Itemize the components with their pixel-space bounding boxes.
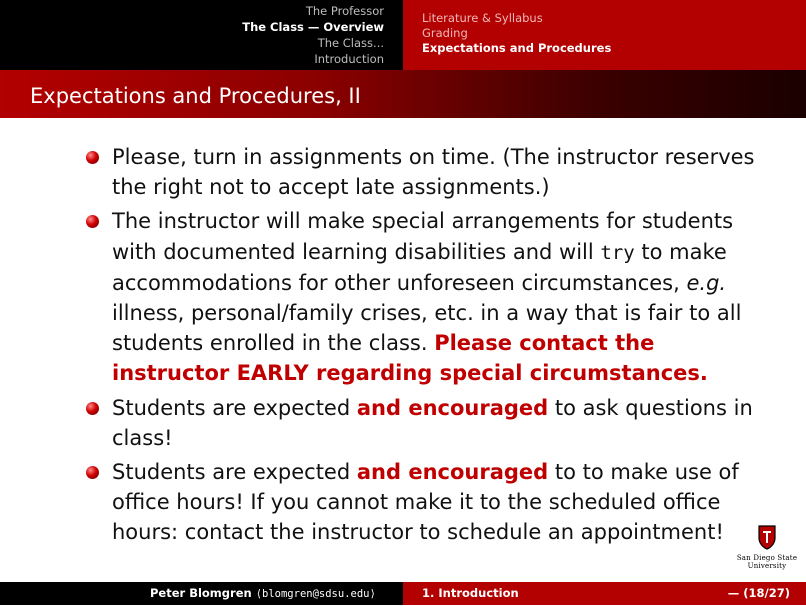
subsection-nav: [403, 0, 806, 70]
bullet-text: Students are expected: [112, 395, 357, 420]
code-text: try: [600, 241, 635, 264]
slide-title: Expectations and Procedures, II: [0, 70, 806, 118]
bullet-ball-icon: [86, 466, 99, 479]
bullet-text: Students are expected: [112, 460, 357, 485]
section-nav: [0, 0, 403, 70]
author-name: Peter Blomgren: [150, 586, 252, 600]
nav-item-literature-syllabus[interactable]: Literature & Syllabus: [422, 11, 543, 25]
bullet-text: to to make use of office hours! If you cannot make it to the scheduled office hours: contact the instructor to schedule an appointment!: [112, 460, 739, 545]
bullet-list: [0, 142, 806, 552]
logo-line-1: San Diego State: [736, 554, 798, 562]
bullet-text: The instructor will make special arrangements for students with documented learning disabilities and will: [112, 209, 734, 264]
header-navigation: [0, 0, 806, 70]
emphasis-text: and encouraged: [356, 460, 549, 485]
footer-section: [403, 582, 806, 605]
bullet-text: illness, personal/family crises, etc. in a way that is fair to all students enrolled in the class.: [112, 301, 742, 356]
bullet-ball-icon: [86, 402, 99, 415]
bullet-item-1: [0, 142, 806, 202]
bullet-item-2: [0, 206, 806, 388]
nav-item-introduction[interactable]: Introduction: [314, 52, 384, 66]
nav-item-class-overview[interactable]: The Class — Overview: [242, 20, 384, 34]
nav-item-grading[interactable]: Grading: [422, 26, 468, 40]
nav-item-professor[interactable]: The Professor: [305, 4, 384, 18]
bullet-ball-icon: [86, 215, 99, 228]
bullet-item-4: [0, 457, 806, 548]
emphasis-text: Please contact the instructor EARLY regarding special circumstances.: [112, 331, 708, 386]
nav-item-class[interactable]: The Class...: [317, 36, 384, 50]
bullet-text: Please, turn in assignments on time. (The instructor reserves the right not to accept late assignments.): [112, 145, 755, 200]
bullet-text: to ask questions in class!: [112, 395, 753, 450]
emphasis-text: and encouraged: [356, 395, 549, 420]
sdsu-shield-icon: [757, 524, 777, 550]
footer-section-title[interactable]: 1. Introduction: [422, 586, 519, 600]
bullet-text: to make accommodations for other unforeseen circumstances,: [112, 239, 727, 295]
footer: [0, 582, 806, 605]
author-email: ⟨blomgren@sdsu.edu⟩: [255, 588, 376, 600]
footer-author: [0, 582, 403, 605]
logo-line-2: University: [747, 562, 787, 570]
italic-text: e.g.: [686, 270, 727, 295]
university-logo: [735, 524, 799, 568]
bullet-ball-icon: [86, 151, 99, 164]
nav-item-expectations[interactable]: Expectations and Procedures: [422, 41, 612, 55]
bullet-item-3: [0, 393, 806, 453]
page-number: — (18/27): [727, 586, 790, 600]
